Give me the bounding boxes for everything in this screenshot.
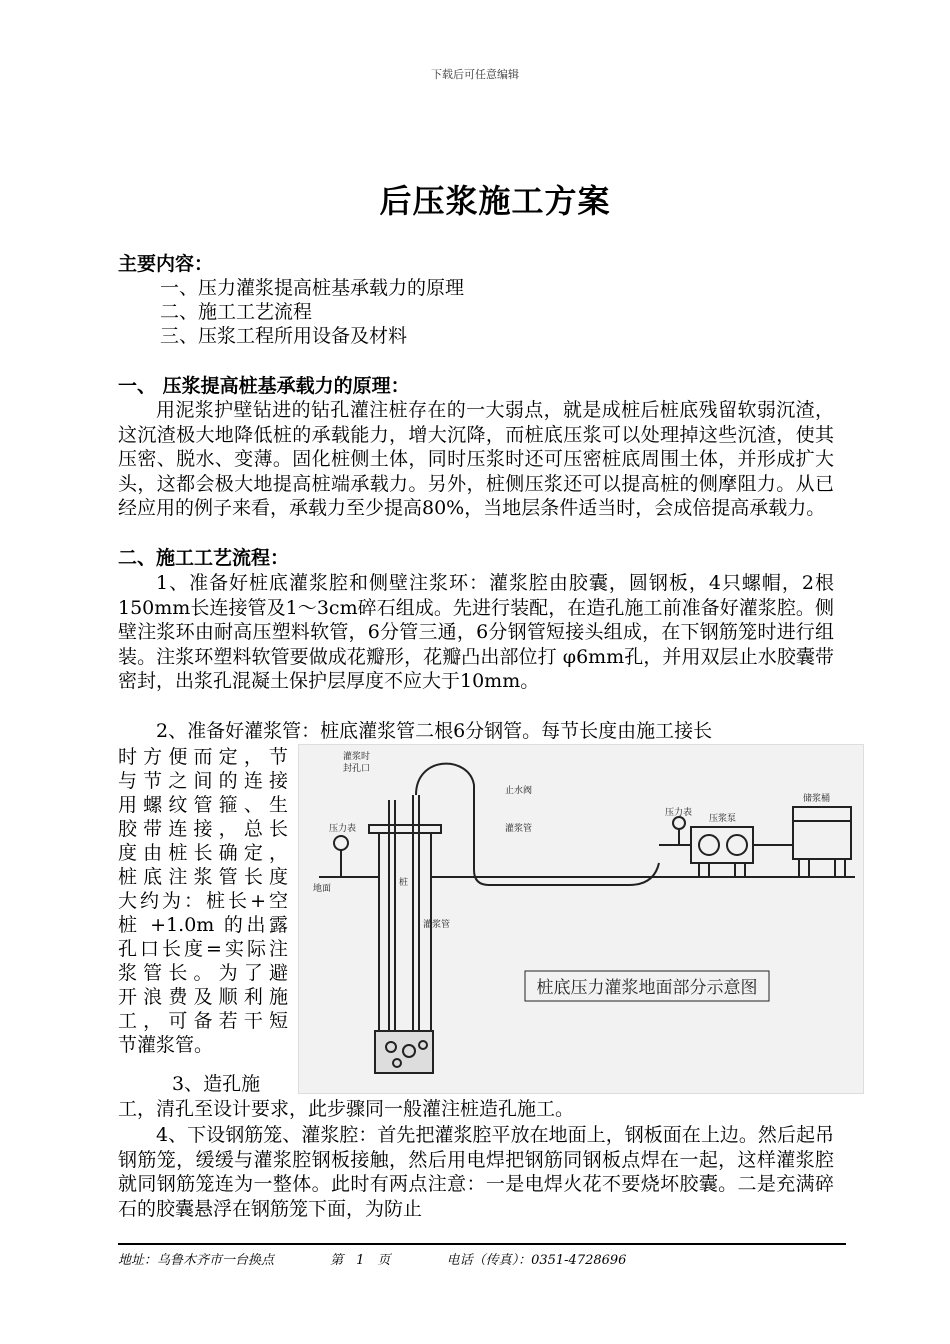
step-2-last-line: 节灌浆管。 [118, 1034, 214, 1056]
grouting-schematic-figure [298, 744, 864, 1094]
footer-address: 地址：乌鲁木齐市一台换点 [118, 1253, 275, 1268]
stop-valve-label: 止水阀 [505, 786, 533, 796]
text-line: 开浪费及顺利施 [118, 986, 288, 1008]
text-line: 度由桩长确定， [118, 842, 288, 864]
pile-cap [369, 825, 441, 833]
step-3-rest: 工，清孔至设计要求，此步骤同一般灌注桩造孔施工。 [118, 1098, 575, 1120]
tank-leg [799, 859, 809, 877]
right-pressure-gauge-icon [673, 817, 685, 829]
pile-label: 桩 [399, 878, 409, 888]
cap-note-label: 封孔口 [343, 764, 371, 774]
section-1-heading: 一、 压浆提高桩基承载力的原理： [118, 375, 410, 397]
footer-phone: 电话（传真）：0351-4728696 [446, 1253, 627, 1268]
tank-label: 储浆桶 [803, 794, 831, 804]
grout-pump [691, 827, 753, 863]
upper-pipe-label: 灌浆管 [505, 824, 533, 834]
right-gauge-label: 压力表 [665, 808, 693, 818]
step-3-first-line: 3、造孔施 [172, 1073, 261, 1095]
footer-page-number: 第 1 页 [330, 1253, 391, 1268]
text-line: 浆管长。为了避 [118, 962, 288, 984]
step-2-wrapped-text [118, 745, 288, 1033]
pump-leg [735, 863, 745, 877]
toc-item: 二、施工工艺流程 [160, 301, 313, 323]
section-1-body: 用泥浆护壁钻进的钻孔灌注桩存在的一大弱点，就是成桩后桩底残留软弱沉渣，这沉渣极大地降低桩的承载能力，增大沉降，而桩底压浆可以处理掉这些沉渣，使其压密、脱水、变薄。固化桩侧土体，同时压浆时还可压密桩底周围土体，并形成扩大头，这都会极大地提高桩端承载力。另外，桩侧压浆还可以提高桩的侧摩阻力。从已经应用的例子来看，承载力至少提高80%，当地层条件适当时，会成倍提高承载力。 [118, 399, 834, 520]
connecting-hose [416, 764, 659, 885]
text-line: 孔口长度=实际注 [118, 938, 288, 960]
step-1-paragraph: 1、准备好桩底灌浆腔和侧壁注浆环：灌浆腔由胶囊，圆钢板，4只螺帽，2根150mm长连接管及1～3cm碎石组成。先进行装配，在造孔施工前准备好灌浆腔。侧壁注浆环由耐高压塑料软管，6分管三通，6分钢管短接头组成，在下钢筋笼时进行组装。注浆环塑料软管要做成花瓣形，花瓣凸出部位打 φ6mm孔，并用双层止水胶囊带密封，出浆孔混凝土保护层厚度不应大于10mm。 [118, 572, 834, 693]
document-title: 后压浆施工方案 [379, 182, 611, 220]
text-line: 时方便而定，节 [118, 746, 288, 768]
header-note: 下载后可任意编辑 [431, 68, 519, 81]
text-line: 与节之间的连接 [118, 770, 288, 792]
pump-leg [699, 863, 709, 877]
footer-divider [118, 1243, 846, 1245]
figure-caption: 桩底压力灌浆地面部分示意图 [536, 978, 758, 998]
grout-tank [793, 807, 851, 859]
text-line: 工，可备若干短 [118, 1010, 288, 1032]
tank-leg [835, 859, 845, 877]
page-footer [118, 1249, 626, 1268]
text-line: 胶带连接，总长 [118, 818, 288, 840]
text-line: 大约为：桩长+空 [118, 890, 288, 912]
text-line: 桩底注浆管长度 [118, 866, 288, 888]
inner-pipe-label: 灌浆管 [423, 920, 451, 930]
toc-item: 一、压力灌浆提高桩基承载力的原理 [160, 277, 465, 299]
pile-body [379, 827, 431, 1065]
step-2-first-line: 2、准备好灌浆管：桩底灌浆管二根6分钢管。每节长度由施工接长 [156, 720, 713, 742]
left-gauge-label: 压力表 [329, 824, 357, 834]
toc-item: 三、压浆工程所用设备及材料 [160, 325, 408, 347]
pump-label: 压浆泵 [709, 814, 737, 824]
section-2-heading: 二、施工工艺流程： [118, 547, 290, 569]
cap-note-label: 灌浆时 [343, 752, 371, 762]
left-pressure-gauge-icon [334, 836, 348, 850]
step-4-paragraph: 4、下设钢筋笼、灌浆腔：首先把灌浆腔平放在地面上，钢板面在上边。然后起吊钢筋笼，缓缓与灌浆腔钢板接触，然后用电焊把钢筋同钢板点焊在一起，这样灌浆腔就同钢筋笼连为一整体。此时有两点注意：一是电焊火花不要烧坏胶囊。二是充满碎石的胶囊悬浮在钢筋笼下面，为防止 [118, 1124, 834, 1220]
text-line: 用螺纹管箍、生 [118, 794, 288, 816]
ground-label: 地面 [313, 884, 332, 894]
text-line: 桩 +1.0m 的出露 [118, 914, 288, 936]
toc-heading: 主要内容： [118, 253, 214, 275]
